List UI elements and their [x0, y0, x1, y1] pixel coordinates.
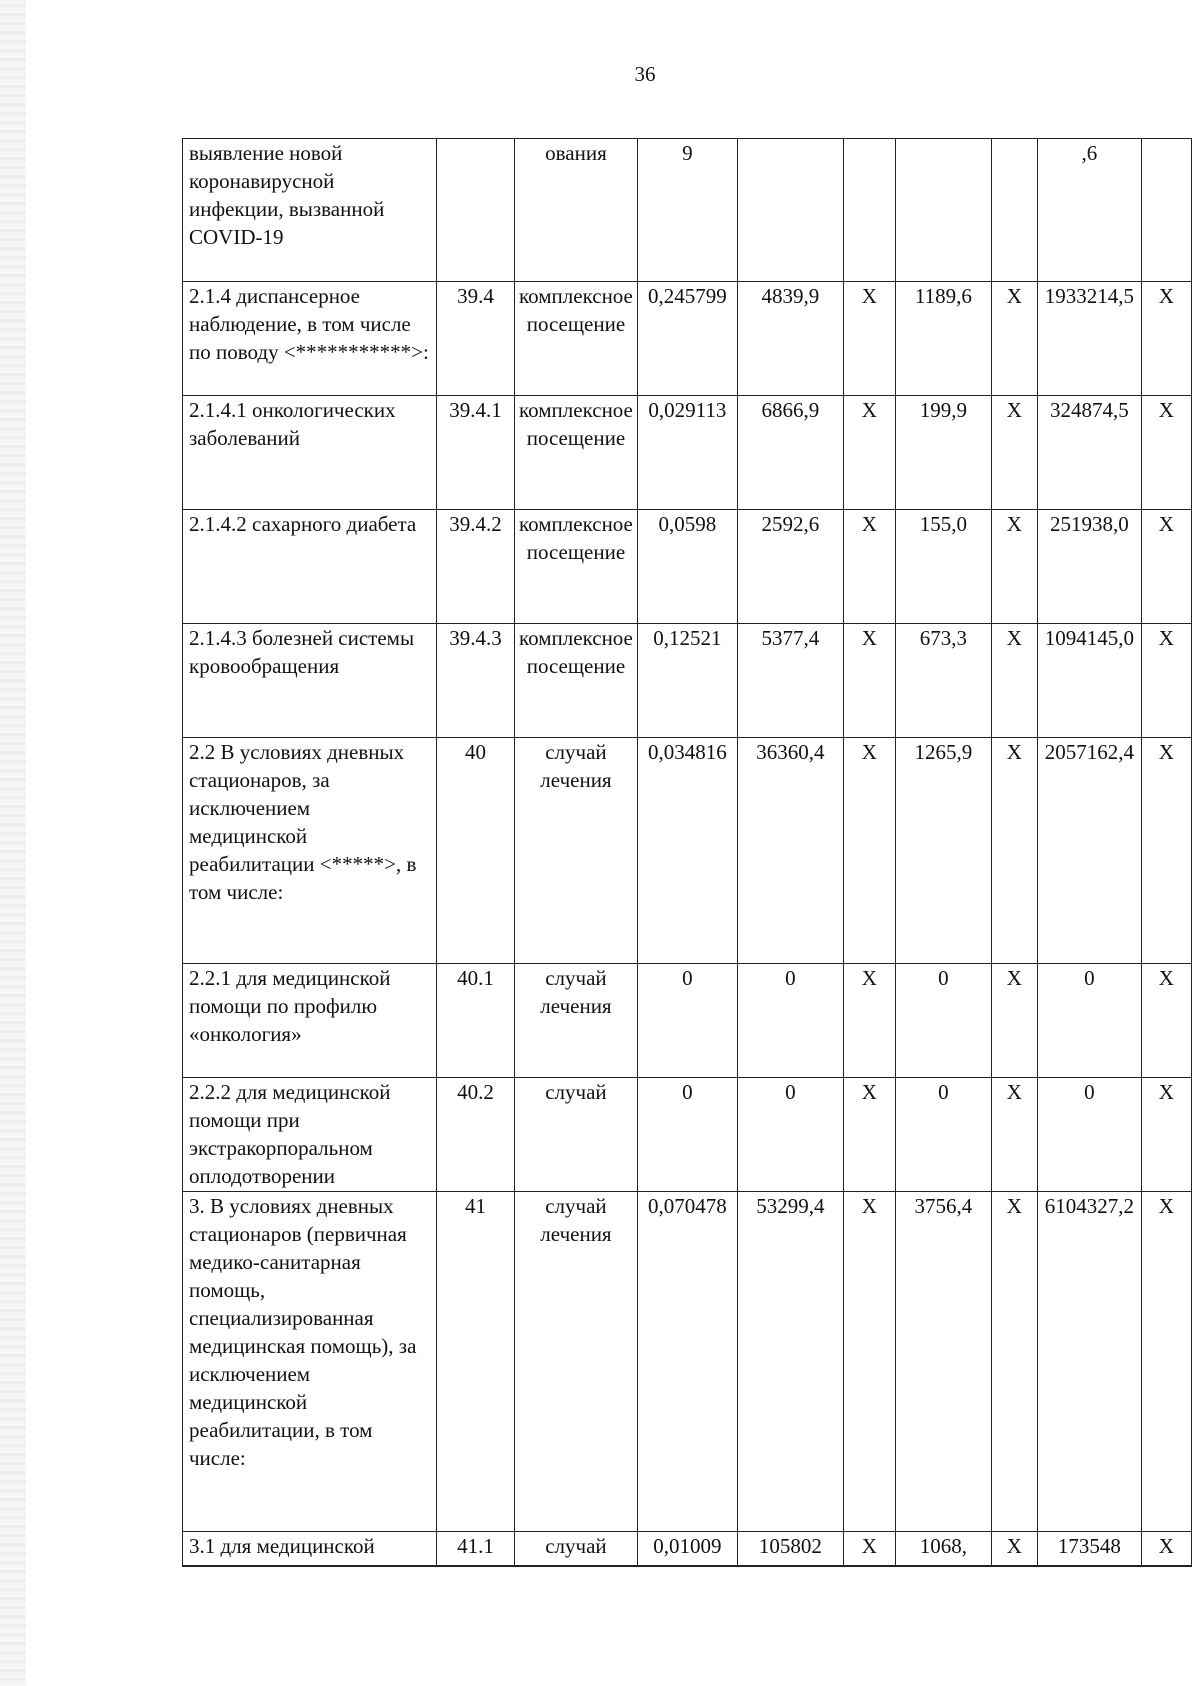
- cell-x-a: [843, 139, 895, 282]
- cell-x-a: Х: [843, 510, 895, 624]
- cell-x-b: Х: [991, 1192, 1037, 1532]
- cell-x-a: Х: [843, 738, 895, 964]
- table-row: [183, 139, 1192, 282]
- cell-volume-norm: 0,070478: [637, 1192, 737, 1532]
- cell-volume-norm: 0,245799: [637, 282, 737, 396]
- cell-unit: случай: [515, 1532, 638, 1566]
- cell-per-capita: 1189,6: [895, 282, 991, 396]
- cell-unit: комплексное посещение: [515, 624, 638, 738]
- cell-row-code: 41.1: [437, 1532, 515, 1566]
- cell-indicator: 2.2.1 для медицинской помощи по профилю «онкология»: [183, 964, 437, 1078]
- cell-x-b: Х: [991, 282, 1037, 396]
- cell-per-capita: 199,9: [895, 396, 991, 510]
- cell-x-b: Х: [991, 1532, 1037, 1566]
- cell-x-a: Х: [843, 624, 895, 738]
- cell-cost-norm: 53299,4: [737, 1192, 843, 1532]
- cell-cost-norm: 0: [737, 964, 843, 1078]
- table-row: [183, 396, 1192, 510]
- cell-unit: случай: [515, 1078, 638, 1192]
- cell-cost-norm: 5377,4: [737, 624, 843, 738]
- table-row: [183, 1192, 1192, 1532]
- cell-row-code: 40: [437, 738, 515, 964]
- cell-x-b: Х: [991, 964, 1037, 1078]
- cell-cost-norm: 36360,4: [737, 738, 843, 964]
- cell-unit: комплексное посещение: [515, 396, 638, 510]
- cell-unit: комплексное посещение: [515, 282, 638, 396]
- cell-cost-norm: 105802: [737, 1532, 843, 1566]
- cell-x-b: Х: [991, 510, 1037, 624]
- cell-unit: случай лечения: [515, 964, 638, 1078]
- table-row: [183, 624, 1192, 738]
- table-row: [183, 510, 1192, 624]
- cell-indicator: 2.2.2 для медицинской помощи при экстракорпоральном оплодотворении: [183, 1078, 437, 1192]
- cell-total: 6104327,2: [1037, 1192, 1141, 1532]
- cell-row-code: 39.4.3: [437, 624, 515, 738]
- cell-indicator: 2.1.4.3 болезней системы кровообращения: [183, 624, 437, 738]
- cell-x-a: Х: [843, 1532, 895, 1566]
- cell-volume-norm: 0: [637, 964, 737, 1078]
- cell-unit: комплексное посещение: [515, 510, 638, 624]
- cell-total: 1933214,5: [1037, 282, 1141, 396]
- cell-x-a: Х: [843, 1192, 895, 1532]
- cell-unit: ования: [515, 139, 638, 282]
- scan-edge: [0, 0, 26, 1686]
- cell-per-capita: 0: [895, 1078, 991, 1192]
- cell-indicator: 2.1.4.2 сахарного диабета: [183, 510, 437, 624]
- cell-x-b: Х: [991, 1078, 1037, 1192]
- cell-x-b: Х: [991, 624, 1037, 738]
- table-row: [183, 1532, 1192, 1566]
- cell-x-b: Х: [991, 738, 1037, 964]
- cell-cost-norm: [737, 139, 843, 282]
- cell-total: 173548: [1037, 1532, 1141, 1566]
- cell-volume-norm: 9: [637, 139, 737, 282]
- table-row: [183, 282, 1192, 396]
- table-row: [183, 964, 1192, 1078]
- table-row: [183, 1078, 1192, 1192]
- cell-x-c: [1141, 139, 1191, 282]
- cell-cost-norm: 6866,9: [737, 396, 843, 510]
- cell-per-capita: 3756,4: [895, 1192, 991, 1532]
- cell-row-code: 40.2: [437, 1078, 515, 1192]
- cell-unit: случай лечения: [515, 738, 638, 964]
- table-row: [183, 738, 1192, 964]
- cell-total: 0: [1037, 1078, 1141, 1192]
- cell-row-code: 41: [437, 1192, 515, 1532]
- cell-x-a: Х: [843, 1078, 895, 1192]
- cell-volume-norm: 0,034816: [637, 738, 737, 964]
- cell-total: 251938,0: [1037, 510, 1141, 624]
- cell-per-capita: 673,3: [895, 624, 991, 738]
- cell-x-a: Х: [843, 282, 895, 396]
- cell-per-capita: [895, 139, 991, 282]
- cell-indicator: 3. В условиях дневных стационаров (первичная медико-санитарная помощь, специализированная медицинская помощь), за исключением медицинской реабилитации, в том числе:: [183, 1192, 437, 1532]
- cell-total: ,6: [1037, 139, 1141, 282]
- cell-indicator: 2.2 В условиях дневных стационаров, за исключением медицинской реабилитации <*****>, в том числе:: [183, 738, 437, 964]
- cell-volume-norm: 0,029113: [637, 396, 737, 510]
- cell-total: 1094145,0: [1037, 624, 1141, 738]
- cell-x-c: Х: [1141, 1532, 1191, 1566]
- cell-volume-norm: 0,01009: [637, 1532, 737, 1566]
- cell-per-capita: 1265,9: [895, 738, 991, 964]
- page-number: 36: [634, 62, 656, 86]
- cell-cost-norm: 0: [737, 1078, 843, 1192]
- cell-x-a: Х: [843, 396, 895, 510]
- cell-indicator: 2.1.4 диспансерное наблюдение, в том числе по поводу <***********>:: [183, 282, 437, 396]
- cell-volume-norm: 0,0598: [637, 510, 737, 624]
- cell-x-c: Х: [1141, 510, 1191, 624]
- cell-x-c: Х: [1141, 282, 1191, 396]
- cell-row-code: [437, 139, 515, 282]
- cell-cost-norm: 4839,9: [737, 282, 843, 396]
- cell-row-code: 39.4.1: [437, 396, 515, 510]
- cell-unit: случай лечения: [515, 1192, 638, 1532]
- cell-row-code: 39.4.2: [437, 510, 515, 624]
- cell-per-capita: 1068,: [895, 1532, 991, 1566]
- cell-cost-norm: 2592,6: [737, 510, 843, 624]
- cell-x-a: Х: [843, 964, 895, 1078]
- cell-row-code: 40.1: [437, 964, 515, 1078]
- cell-row-code: 39.4: [437, 282, 515, 396]
- cell-x-c: Х: [1141, 1192, 1191, 1532]
- cell-indicator: 3.1 для медицинской: [183, 1532, 437, 1566]
- cell-x-c: Х: [1141, 396, 1191, 510]
- cell-total: 324874,5: [1037, 396, 1141, 510]
- cell-total: 2057162,4: [1037, 738, 1141, 964]
- cell-indicator: выявление новой коронавирусной инфекции, вызванной COVID-19: [183, 139, 437, 282]
- cell-per-capita: 155,0: [895, 510, 991, 624]
- cell-x-b: [991, 139, 1037, 282]
- cell-x-c: Х: [1141, 964, 1191, 1078]
- cell-x-c: Х: [1141, 624, 1191, 738]
- cell-volume-norm: 0,12521: [637, 624, 737, 738]
- cell-x-b: Х: [991, 396, 1037, 510]
- cell-per-capita: 0: [895, 964, 991, 1078]
- cell-x-c: Х: [1141, 1078, 1191, 1192]
- cell-volume-norm: 0: [637, 1078, 737, 1192]
- cell-total: 0: [1037, 964, 1141, 1078]
- data-table: [182, 138, 1192, 1567]
- cell-indicator: 2.1.4.1 онкологических заболеваний: [183, 396, 437, 510]
- cell-x-c: Х: [1141, 738, 1191, 964]
